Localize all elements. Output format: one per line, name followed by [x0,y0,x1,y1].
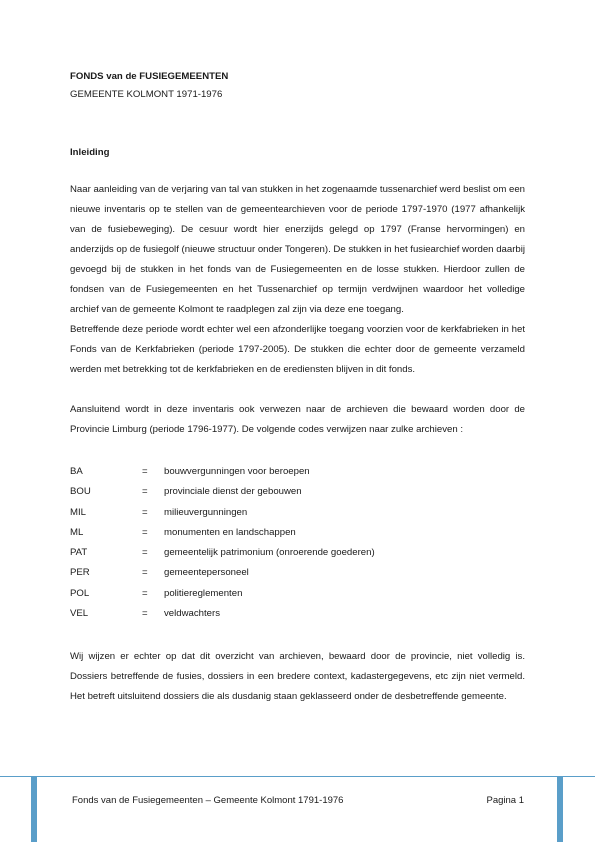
footer-accent-bar-right [557,777,563,842]
code-row [70,563,525,583]
footer-document-label: Fonds van de Fusiegemeenten – Gemeente Kolmont 1791-1976 [72,795,344,806]
code-equals: = [142,466,148,477]
code-abbr: PAT [70,547,88,559]
code-row [70,462,525,482]
footer-page-number: Pagina 1 [486,795,524,806]
code-abbr: POL [70,587,90,599]
code-description: gemeentelijk patrimonium (onroerende goederen) [164,547,375,559]
section-heading: Inleiding [70,147,110,158]
code-row [70,584,525,604]
code-description: provinciale dienst der gebouwen [164,486,302,498]
document-title: FONDS van de FUSIEGEMEENTEN [70,71,229,82]
code-description: gemeentepersoneel [164,567,249,579]
code-list [70,462,525,624]
code-row [70,604,525,624]
footer-accent-bar-left [31,777,37,842]
code-row [70,543,525,563]
code-equals: = [142,526,148,538]
code-row [70,503,525,523]
paragraph-intro: Naar aanleiding van de verjaring van tal van stukken in het zogenaamde tussenarchief werd beslist om een nieuwe inventaris op te stellen van de gemeentearchieven voor de periode 1797-1970 (1977 afhankelijk van de fusiebeweging). De cesuur wordt hier enerzijds gelegd op 1797 (Franse hervormingen) en anderzijds op de fusiegolf (nieuwe structuur onder Tongeren). De stukken in het fusiearchief worden daarbij gevoegd bij de stukken in het fonds van de Fusiegemeenten en de losse stukken. Hierdoor zullen de fondsen van de Fusiegemeenten en het Tussenarchief op termijn verdwijnen waardoor het volledige archief van de gemeente Kolmont te raadplegen zal zijn via deze ene toegang. [70,184,525,315]
paragraph-provincie: Aansluitend wordt in deze inventaris ook verwezen naar de archieven die bewaard worden door de Provincie Limburg (periode 1796-1977). De volgende codes verwijzen naar zulke archieven : [70,404,525,435]
code-description: monumenten en landschappen [164,526,296,538]
code-row [70,523,525,543]
paragraph-kerkfabrieken: Betreffende deze periode wordt echter wel een afzonderlijke toegang voorzien voor de kerkfabrieken in het Fonds van de Kerkfabrieken (periode 1797-2005). De stukken die echter door de gemeente verzameld werden met betrekking tot de kerkfabrieken en de erediensten blijven in dit fonds. [70,324,525,375]
code-abbr: BOU [70,486,91,498]
code-description: milieuvergunningen [164,506,248,518]
code-row [70,482,525,502]
paragraph-disclaimer: Wij wijzen er echter op dat dit overzicht van archieven, bewaard door de provincie, niet volledig is. Dossiers betreffende de fusies, dossiers in een bredere context, kadastergegevens, etc zijn niet vermeld. Het betreft uitsluitend dossiers die als dusdanig staan geklasseerd onder de desbetreffende gemeente. [70,651,525,703]
code-abbr: ML [70,526,84,538]
code-equals: = [142,567,148,579]
code-abbr: PER [70,567,90,579]
code-equals: = [142,486,148,498]
code-equals: = [142,547,148,559]
code-abbr: BA [70,466,83,477]
document-subtitle: GEMEENTE KOLMONT 1971-1976 [70,89,223,100]
code-description: politiereglementen [164,587,243,599]
code-equals: = [142,506,148,518]
code-description: veldwachters [164,608,220,620]
code-description: bouwvergunningen voor beroepen [164,466,310,477]
code-equals: = [142,608,148,620]
code-abbr: VEL [70,608,89,620]
code-abbr: MIL [70,506,86,518]
code-equals: = [142,587,148,599]
footer-divider [0,776,595,777]
page-content [70,69,525,707]
